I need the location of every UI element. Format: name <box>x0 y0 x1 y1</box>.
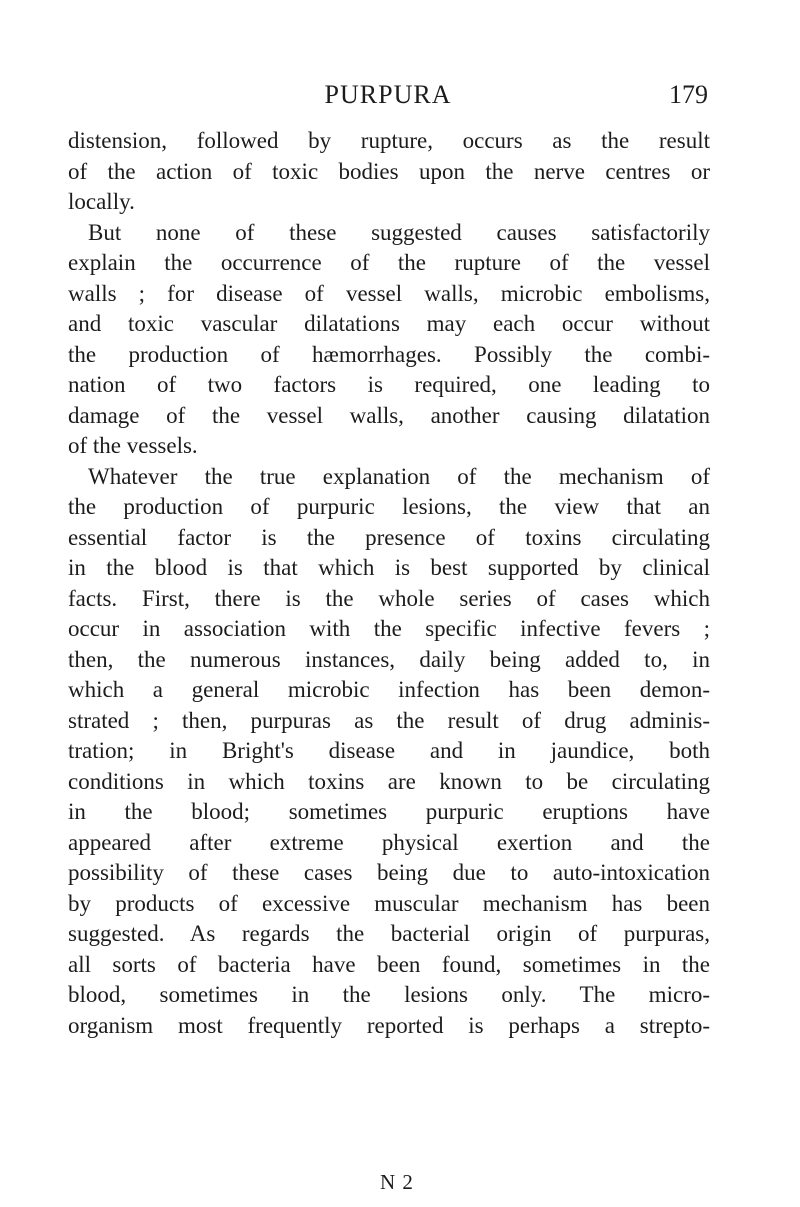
text-line: then, the numerous instances, daily being added to, in <box>68 646 710 672</box>
text-line: nation of two factors is required, one leading to <box>68 372 710 397</box>
text-line: suggested. As regards the bacterial origin of purpuras, <box>68 921 710 946</box>
text-line: which a general microbic infection has been demon- <box>68 677 710 702</box>
text-line: of the vessels. <box>68 433 198 458</box>
text-line: Whatever the true explanation of the mechanism of <box>88 463 710 489</box>
running-header <box>68 80 708 120</box>
text-line: damage of the vessel walls, another causing dilatation <box>68 402 710 428</box>
text-line: possibility of these cases being due to auto-intoxication <box>68 860 710 885</box>
text-line: the production of hæmorrhages. Possibly the combi- <box>68 341 710 367</box>
text-line: distension, followed by rupture, occurs as the result <box>68 128 710 153</box>
text-line: locally. <box>68 189 135 214</box>
text-line: occur in association with the specific infective fevers ; <box>68 616 710 641</box>
text-line: the production of purpuric lesions, the view that an <box>68 494 710 519</box>
text-line: and toxic vascular dilatations may each occur without <box>68 311 710 336</box>
text-line: But none of these suggested causes satisfactorily <box>88 219 710 245</box>
text-line: strated ; then, purpuras as the result of drug adminis- <box>68 707 710 733</box>
text-line: facts. First, there is the whole series of cases which <box>68 585 710 611</box>
running-title: PURPURA <box>324 80 452 109</box>
text-line: appeared after extreme physical exertion and the <box>68 829 710 855</box>
text-line: essential factor is the presence of toxins circulating <box>68 524 710 550</box>
text-line: organism most frequently reported is perhaps a strepto- <box>68 1012 710 1038</box>
text-line: explain the occurrence of the rupture of the vessel <box>68 250 710 275</box>
text-line: walls ; for disease of vessel walls, microbic embolisms, <box>68 280 710 306</box>
text-line: all sorts of bacteria have been found, sometimes in the <box>68 951 710 977</box>
signature-mark: N 2 <box>380 1170 414 1194</box>
text-line: conditions in which toxins are known to be circulating <box>68 768 710 794</box>
text-line: of the action of toxic bodies upon the nerve centres or <box>68 158 710 184</box>
text-line: by products of excessive muscular mechanism has been <box>68 890 710 916</box>
text-line: in the blood is that which is best supported by clinical <box>68 555 710 580</box>
body-text <box>68 126 710 1041</box>
text-line: in the blood; sometimes purpuric eruptions have <box>68 799 710 824</box>
text-line: blood, sometimes in the lesions only. The micro- <box>68 982 710 1007</box>
text-line: tration; in Bright's disease and in jaundice, both <box>68 738 710 763</box>
page-number: 179 <box>669 80 708 109</box>
